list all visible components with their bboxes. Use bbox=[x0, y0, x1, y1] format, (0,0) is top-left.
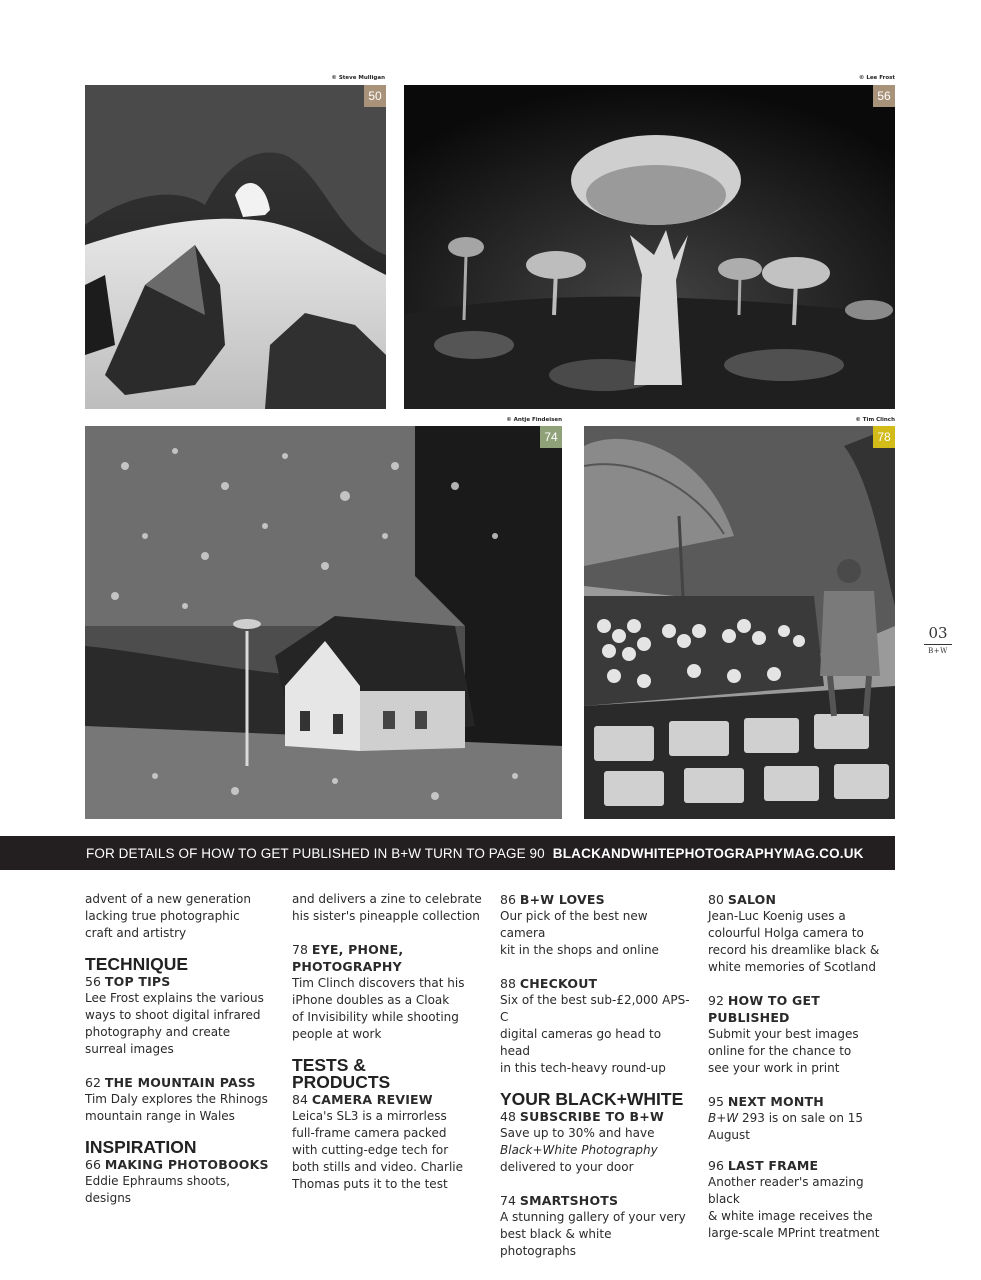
page-badge[interactable]: 56 bbox=[873, 85, 895, 107]
contents-entry[interactable] bbox=[85, 973, 275, 1058]
quiver-tree-icon bbox=[404, 85, 895, 409]
issue-note: 293 is on sale on 15 August bbox=[708, 1111, 864, 1142]
contents-entry[interactable] bbox=[708, 1157, 898, 1242]
body-line: Thomas puts it to the test bbox=[292, 1177, 448, 1191]
entry-page: 80 bbox=[708, 892, 724, 907]
body-line: lacking true photographic bbox=[85, 909, 240, 923]
banner-lead: FOR DETAILS OF HOW TO GET PUBLISHED IN B+W TURN TO PAGE 90 bbox=[86, 845, 545, 861]
body-line: his sister's pineapple collection bbox=[292, 909, 480, 923]
body-line: Tim Daly explores the Rhinogs bbox=[85, 1092, 268, 1106]
body-line: Another reader's amazing black bbox=[708, 1175, 864, 1206]
body-line: Eddie Ephraums shoots, designs bbox=[85, 1174, 231, 1205]
section-heading: TECHNIQUE bbox=[85, 954, 189, 974]
entry-heading bbox=[500, 1108, 690, 1125]
entry-heading bbox=[500, 891, 690, 908]
entry-page: 95 bbox=[708, 1094, 724, 1109]
coastal-rock-arch-icon bbox=[85, 85, 386, 409]
magazine-abbrev: B+W bbox=[708, 1111, 739, 1125]
entry-page: 74 bbox=[500, 1193, 516, 1208]
body-line: see your work in print bbox=[708, 1061, 840, 1075]
entry-heading bbox=[85, 1074, 275, 1091]
contents-entry[interactable] bbox=[708, 992, 898, 1077]
body-line: & white image receives the bbox=[708, 1209, 873, 1223]
entry-title: THE MOUNTAIN PASS bbox=[104, 1075, 256, 1090]
body-line: Leica's SL3 is a mirrorless bbox=[292, 1109, 447, 1123]
entry-page: 86 bbox=[500, 892, 516, 907]
photo-credit: © Steve Mulligan bbox=[331, 75, 385, 81]
contents-entry[interactable] bbox=[500, 975, 690, 1077]
body-line: Save up to 30% and have bbox=[500, 1126, 655, 1140]
entry-heading bbox=[292, 1091, 482, 1108]
entry-title: HOW TO GET PUBLISHED bbox=[708, 993, 820, 1025]
entry-heading bbox=[500, 1192, 690, 1209]
entry-heading bbox=[708, 1093, 898, 1110]
entry-heading bbox=[292, 941, 482, 958]
contents-entry[interactable] bbox=[500, 1108, 690, 1176]
photo-credit: © Antje Findeisen bbox=[506, 417, 562, 423]
house-reflection-icon bbox=[85, 426, 562, 819]
entry-title: EYE, PHONE, bbox=[311, 942, 404, 957]
entry-title: SMARTSHOTS bbox=[519, 1193, 619, 1208]
body-line: Jean-Luc Koenig uses a bbox=[708, 909, 846, 923]
photo-credit: © Lee Frost bbox=[858, 75, 895, 81]
body-line: best black & white photographs bbox=[500, 1227, 612, 1258]
entry-title: SALON bbox=[727, 892, 777, 907]
body-line: iPhone doubles as a Cloak bbox=[292, 993, 450, 1007]
entry-heading bbox=[708, 992, 898, 1026]
photo-house-reflection bbox=[85, 426, 562, 819]
section-heading: YOUR BLACK+WHITE bbox=[500, 1089, 684, 1109]
body-line: in this tech-heavy round-up bbox=[500, 1061, 666, 1075]
entry-page: 62 bbox=[85, 1075, 101, 1090]
body-line bbox=[500, 1142, 690, 1159]
body-line: both stills and video. Charlie bbox=[292, 1160, 464, 1174]
entry-title: MAKING PHOTOBOOKS bbox=[104, 1157, 269, 1172]
website-link[interactable]: BLACKANDWHITEPHOTOGRAPHYMAG.CO.UK bbox=[552, 845, 864, 861]
page-folio bbox=[924, 624, 952, 655]
body-line: Lee Frost explains the various bbox=[85, 991, 264, 1005]
contents-entry[interactable] bbox=[500, 891, 690, 959]
entry-page: 96 bbox=[708, 1158, 724, 1173]
body-line: Tim Clinch discovers that his bbox=[292, 976, 465, 990]
body-line: white memories of Scotland bbox=[708, 960, 877, 974]
contents-entry[interactable] bbox=[85, 1074, 275, 1125]
entry-page: 56 bbox=[85, 974, 101, 989]
body-line: Submit your best images bbox=[708, 1027, 859, 1041]
body-line: A stunning gallery of your very bbox=[500, 1210, 686, 1224]
entry-title: LAST FRAME bbox=[727, 1158, 819, 1173]
body-line: advent of a new generation bbox=[85, 892, 252, 906]
page-badge[interactable]: 74 bbox=[540, 426, 562, 448]
intro-text bbox=[85, 891, 275, 942]
body-line: record his dreamlike black & bbox=[708, 943, 880, 957]
entry-page: 84 bbox=[292, 1092, 308, 1107]
page-badge[interactable]: 78 bbox=[873, 426, 895, 448]
entry-title: SUBSCRIBE TO B+W bbox=[519, 1109, 664, 1124]
body-line: digital cameras go head to head bbox=[500, 1027, 662, 1058]
body-line: kit in the shops and online bbox=[500, 943, 659, 957]
contents-column-3 bbox=[500, 891, 690, 1276]
photo-coastal-arch bbox=[85, 85, 386, 409]
entry-title: B+W LOVES bbox=[519, 892, 605, 907]
body-line: large-scale MPrint treatment bbox=[708, 1226, 880, 1240]
intro-text bbox=[292, 891, 482, 925]
body-line: full-frame camera packed bbox=[292, 1126, 447, 1140]
contents-entry[interactable] bbox=[500, 1192, 690, 1260]
contents-column-1 bbox=[85, 891, 275, 1223]
body-line: online for the chance to bbox=[708, 1044, 852, 1058]
entry-title: NEXT MONTH bbox=[727, 1094, 824, 1109]
entry-heading bbox=[292, 958, 482, 975]
page-badge[interactable]: 50 bbox=[364, 85, 386, 107]
fruit-stall-icon bbox=[584, 426, 895, 819]
body-line: with cutting-edge tech for bbox=[292, 1143, 449, 1157]
photo-credit: © Tim Clinch bbox=[855, 417, 895, 423]
body-line: ways to shoot digital infrared bbox=[85, 1008, 261, 1022]
body-line: surreal images bbox=[85, 1042, 174, 1056]
body-line bbox=[708, 1110, 898, 1144]
entry-title: PHOTOGRAPHY bbox=[292, 959, 402, 974]
section-heading: TESTS & bbox=[292, 1055, 366, 1075]
body-line: photography and create bbox=[85, 1025, 231, 1039]
entry-title: CHECKOUT bbox=[519, 976, 598, 991]
entry-page: 92 bbox=[708, 993, 724, 1008]
entry-heading bbox=[85, 1156, 275, 1173]
entry-page: 48 bbox=[500, 1109, 516, 1124]
body-line: of Invisibility while shooting bbox=[292, 1010, 459, 1024]
body-line: Our pick of the best new camera bbox=[500, 909, 648, 940]
entry-page: 88 bbox=[500, 976, 516, 991]
contents-entry[interactable] bbox=[708, 891, 898, 976]
contents-column-4 bbox=[708, 891, 898, 1258]
publish-banner bbox=[0, 836, 895, 870]
contents-entry[interactable] bbox=[708, 1093, 898, 1144]
body-line: people at work bbox=[292, 1027, 382, 1041]
photo-fruit-stall bbox=[584, 426, 895, 819]
body-line: mountain range in Wales bbox=[85, 1109, 235, 1123]
body-line: colourful Holga camera to bbox=[708, 926, 864, 940]
magazine-name: Black+White Photography bbox=[500, 1143, 658, 1157]
entry-title: CAMERA REVIEW bbox=[311, 1092, 433, 1107]
entry-page: 66 bbox=[85, 1157, 101, 1172]
section-heading: PRODUCTS bbox=[292, 1072, 391, 1092]
body-line: craft and artistry bbox=[85, 926, 187, 940]
entry-page: 78 bbox=[292, 942, 308, 957]
photo-quiver-tree bbox=[404, 85, 895, 409]
page-number: 03 bbox=[924, 624, 952, 645]
entry-heading bbox=[500, 975, 690, 992]
contents-entry[interactable] bbox=[292, 1091, 482, 1193]
magazine-tag: B+W bbox=[928, 647, 948, 655]
contents-entry[interactable] bbox=[85, 1156, 275, 1207]
entry-heading bbox=[708, 1157, 898, 1174]
body-line: Six of the best sub-£2,000 APS-C bbox=[500, 993, 690, 1024]
entry-heading bbox=[85, 973, 275, 990]
contents-column-2 bbox=[292, 891, 482, 1209]
body-line: delivered to your door bbox=[500, 1160, 634, 1174]
section-heading: INSPIRATION bbox=[85, 1137, 197, 1157]
body-line: and delivers a zine to celebrate bbox=[292, 892, 482, 906]
entry-title: TOP TIPS bbox=[104, 974, 171, 989]
entry-heading bbox=[708, 891, 898, 908]
contents-entry[interactable] bbox=[292, 941, 482, 1043]
